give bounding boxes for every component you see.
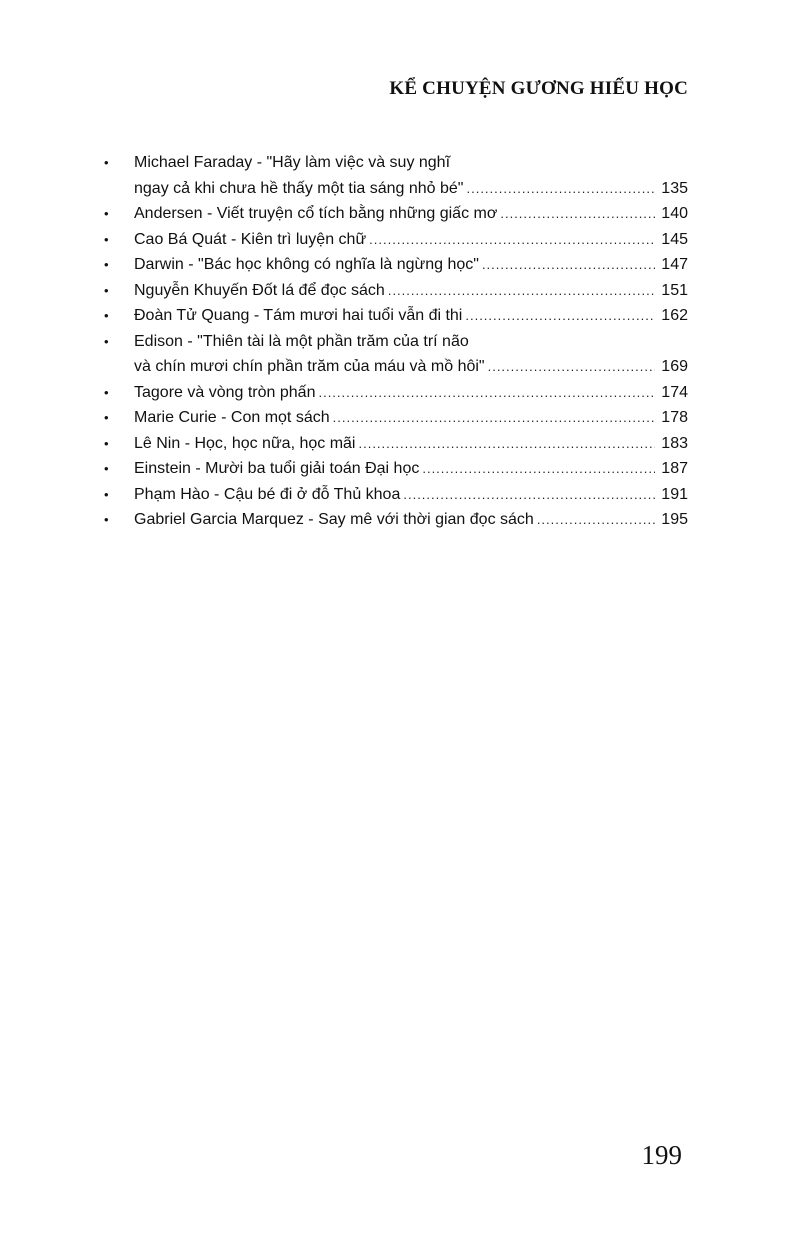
bullet-icon: • bbox=[104, 257, 109, 272]
dot-leader bbox=[333, 405, 655, 431]
page-number: 199 bbox=[641, 1140, 682, 1170]
toc-entry-page: 169 bbox=[661, 358, 688, 375]
toc-entry bbox=[100, 380, 688, 406]
toc-entry-title: Đoàn Tử Quang - Tám mươi hai tuổi vẫn đi thi bbox=[134, 307, 463, 324]
toc-entry-title: Gabriel Garcia Marquez - Say mê với thời gian đọc sách bbox=[134, 511, 534, 528]
dot-leader bbox=[482, 252, 655, 278]
toc-entry bbox=[100, 303, 688, 329]
running-header: KỂ CHUYỆN GƯƠNG HIẾU HỌC bbox=[389, 78, 688, 99]
bullet-icon: • bbox=[104, 410, 109, 425]
toc-entry-page: 174 bbox=[661, 383, 688, 401]
dot-leader bbox=[388, 278, 655, 304]
table-of-contents bbox=[100, 150, 688, 533]
toc-entry-page: 178 bbox=[661, 409, 688, 426]
toc-entry-page: 140 bbox=[661, 205, 688, 222]
bullet-icon: • bbox=[104, 206, 109, 221]
dot-leader bbox=[465, 303, 655, 329]
toc-entry bbox=[100, 456, 688, 482]
toc-entry-page: 135 bbox=[661, 179, 688, 197]
toc-entry bbox=[100, 278, 688, 304]
dot-leader bbox=[488, 354, 655, 380]
bullet-icon: • bbox=[104, 486, 109, 502]
dot-leader bbox=[422, 456, 655, 482]
bullet-icon: • bbox=[104, 155, 109, 170]
toc-entry-title: Phạm Hào - Cậu bé đi ở đỗ Thủ khoa bbox=[134, 485, 401, 503]
toc-entry-title: Andersen - Viết truyện cổ tích bằng những giấc mơ bbox=[134, 205, 498, 222]
toc-entry-title: Cao Bá Quát - Kiên trì luyện chữ bbox=[134, 230, 367, 248]
bullet-icon: • bbox=[104, 333, 109, 349]
bullet-icon: • bbox=[104, 461, 109, 476]
dot-leader bbox=[318, 380, 655, 406]
toc-entry bbox=[100, 329, 688, 380]
toc-entry bbox=[100, 482, 688, 508]
bullet-icon: • bbox=[104, 384, 109, 400]
toc-entry bbox=[100, 252, 688, 278]
toc-entry bbox=[100, 431, 688, 457]
toc-entry-title: Nguyễn Khuyến Đốt lá để đọc sách bbox=[134, 281, 385, 299]
bullet-icon: • bbox=[104, 231, 109, 247]
dot-leader bbox=[537, 507, 655, 533]
toc-entry-page: 183 bbox=[661, 434, 688, 452]
toc-entry bbox=[100, 150, 688, 201]
toc-entry bbox=[100, 507, 688, 533]
dot-leader bbox=[500, 201, 655, 227]
bullet-icon: • bbox=[104, 282, 109, 298]
toc-entry-page: 195 bbox=[661, 511, 688, 528]
toc-entry-page: 187 bbox=[661, 460, 688, 477]
toc-entry-title: Tagore và vòng tròn phấn bbox=[134, 383, 316, 401]
toc-entry bbox=[100, 201, 688, 227]
toc-entry-title: ngay cả khi chưa hề thấy một tia sáng nhỏ bé" bbox=[134, 179, 464, 197]
toc-entry bbox=[100, 227, 688, 253]
toc-entry-page: 151 bbox=[661, 281, 688, 299]
bullet-icon: • bbox=[104, 435, 109, 451]
toc-entry-title: Einstein - Mười ba tuổi giải toán Đại học bbox=[134, 460, 420, 477]
toc-entry-page: 191 bbox=[661, 485, 688, 503]
toc-entry-title: và chín mươi chín phần trăm của máu và mồ hôi" bbox=[134, 358, 485, 375]
bullet-icon: • bbox=[104, 308, 109, 323]
toc-entry-title: Darwin - "Bác học không có nghĩa là ngừng học" bbox=[134, 256, 479, 273]
toc-entry-title-line1: Michael Faraday - "Hãy làm việc và suy nghĩ bbox=[134, 154, 451, 171]
toc-entry-page: 145 bbox=[661, 230, 688, 248]
toc-entry-page: 162 bbox=[661, 307, 688, 324]
toc-entry-title: Lê Nin - Học, học nữa, học mãi bbox=[134, 434, 356, 452]
toc-entry-title-line1: Edison - "Thiên tài là một phần trăm của trí não bbox=[134, 332, 469, 350]
dot-leader bbox=[358, 431, 655, 457]
dot-leader bbox=[466, 176, 655, 202]
toc-entry-title: Marie Curie - Con mọt sách bbox=[134, 409, 330, 426]
dot-leader bbox=[403, 482, 655, 508]
toc-entry-page: 147 bbox=[661, 256, 688, 273]
toc-entry bbox=[100, 405, 688, 431]
bullet-icon: • bbox=[104, 512, 109, 527]
dot-leader bbox=[369, 227, 655, 253]
